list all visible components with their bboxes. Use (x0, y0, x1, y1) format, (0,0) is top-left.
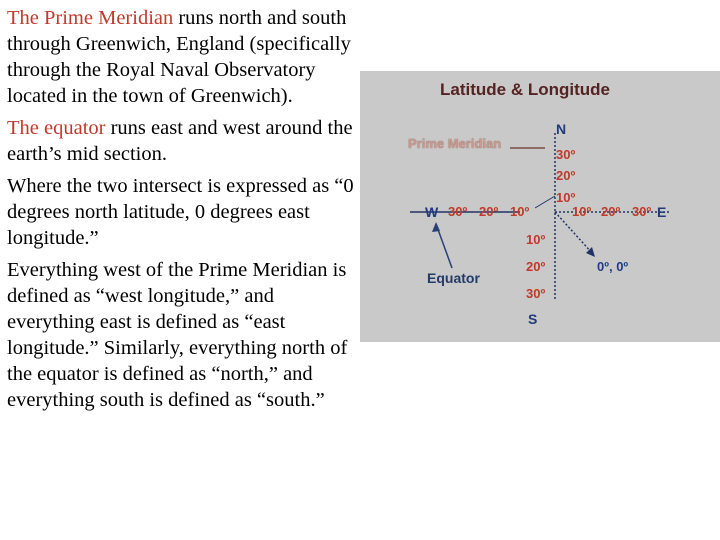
highlight-prime-meridian: The Prime Meridian (7, 7, 174, 29)
highlight-equator: The equator (7, 117, 106, 139)
west-label: W (425, 204, 439, 220)
east-10-label: 10º (572, 204, 592, 219)
explanation-text (7, 5, 359, 413)
lat-long-diagram (360, 71, 720, 342)
north-30-label: 30º (556, 147, 576, 162)
west-30-label: 30º (448, 204, 468, 219)
paragraph-equator (7, 115, 359, 167)
north-label: N (556, 121, 567, 137)
paragraph-text: runs east and west around the earth’s mid section. (7, 117, 353, 165)
east-30-label: 30º (632, 204, 652, 219)
paragraph-directions (7, 257, 359, 413)
paragraph-prime-meridian (7, 5, 359, 109)
north-10-label: 10º (556, 190, 576, 205)
equator-tick (535, 196, 555, 208)
east-label: E (657, 204, 667, 220)
south-20-label: 20º (526, 259, 546, 274)
east-20-label: 20º (601, 204, 621, 219)
south-label: S (528, 311, 538, 327)
west-20-label: 20º (479, 204, 499, 219)
paragraph-intersection (7, 173, 359, 251)
west-10-label: 10º (510, 204, 530, 219)
north-20-label: 20º (556, 168, 576, 183)
paragraph-text: Everything west of the Prime Meridian is defined as “west longitude,” and everything east is defined as “east longitude.” Similarly, everything north of the equator is defined as “north,” and everything south is defined as “south.” (7, 259, 348, 411)
prime-meridian-label: Prime Meridian (408, 136, 502, 151)
paragraph-text: Where the two intersect is expressed as “0 degrees north latitude, 0 degrees east longitude.” (7, 175, 354, 249)
origin-label: 0º, 0º (597, 259, 629, 274)
equator-arrowhead (432, 222, 440, 232)
equator-label: Equator (427, 270, 480, 286)
diagram-title: Latitude & Longitude (440, 80, 610, 99)
south-30-label: 30º (526, 286, 546, 301)
south-10-label: 10º (526, 232, 546, 247)
paragraph-text: runs north and south through Greenwich, England (specifically through the Royal Naval Observatory located in the town of Greenwich). (7, 7, 351, 107)
